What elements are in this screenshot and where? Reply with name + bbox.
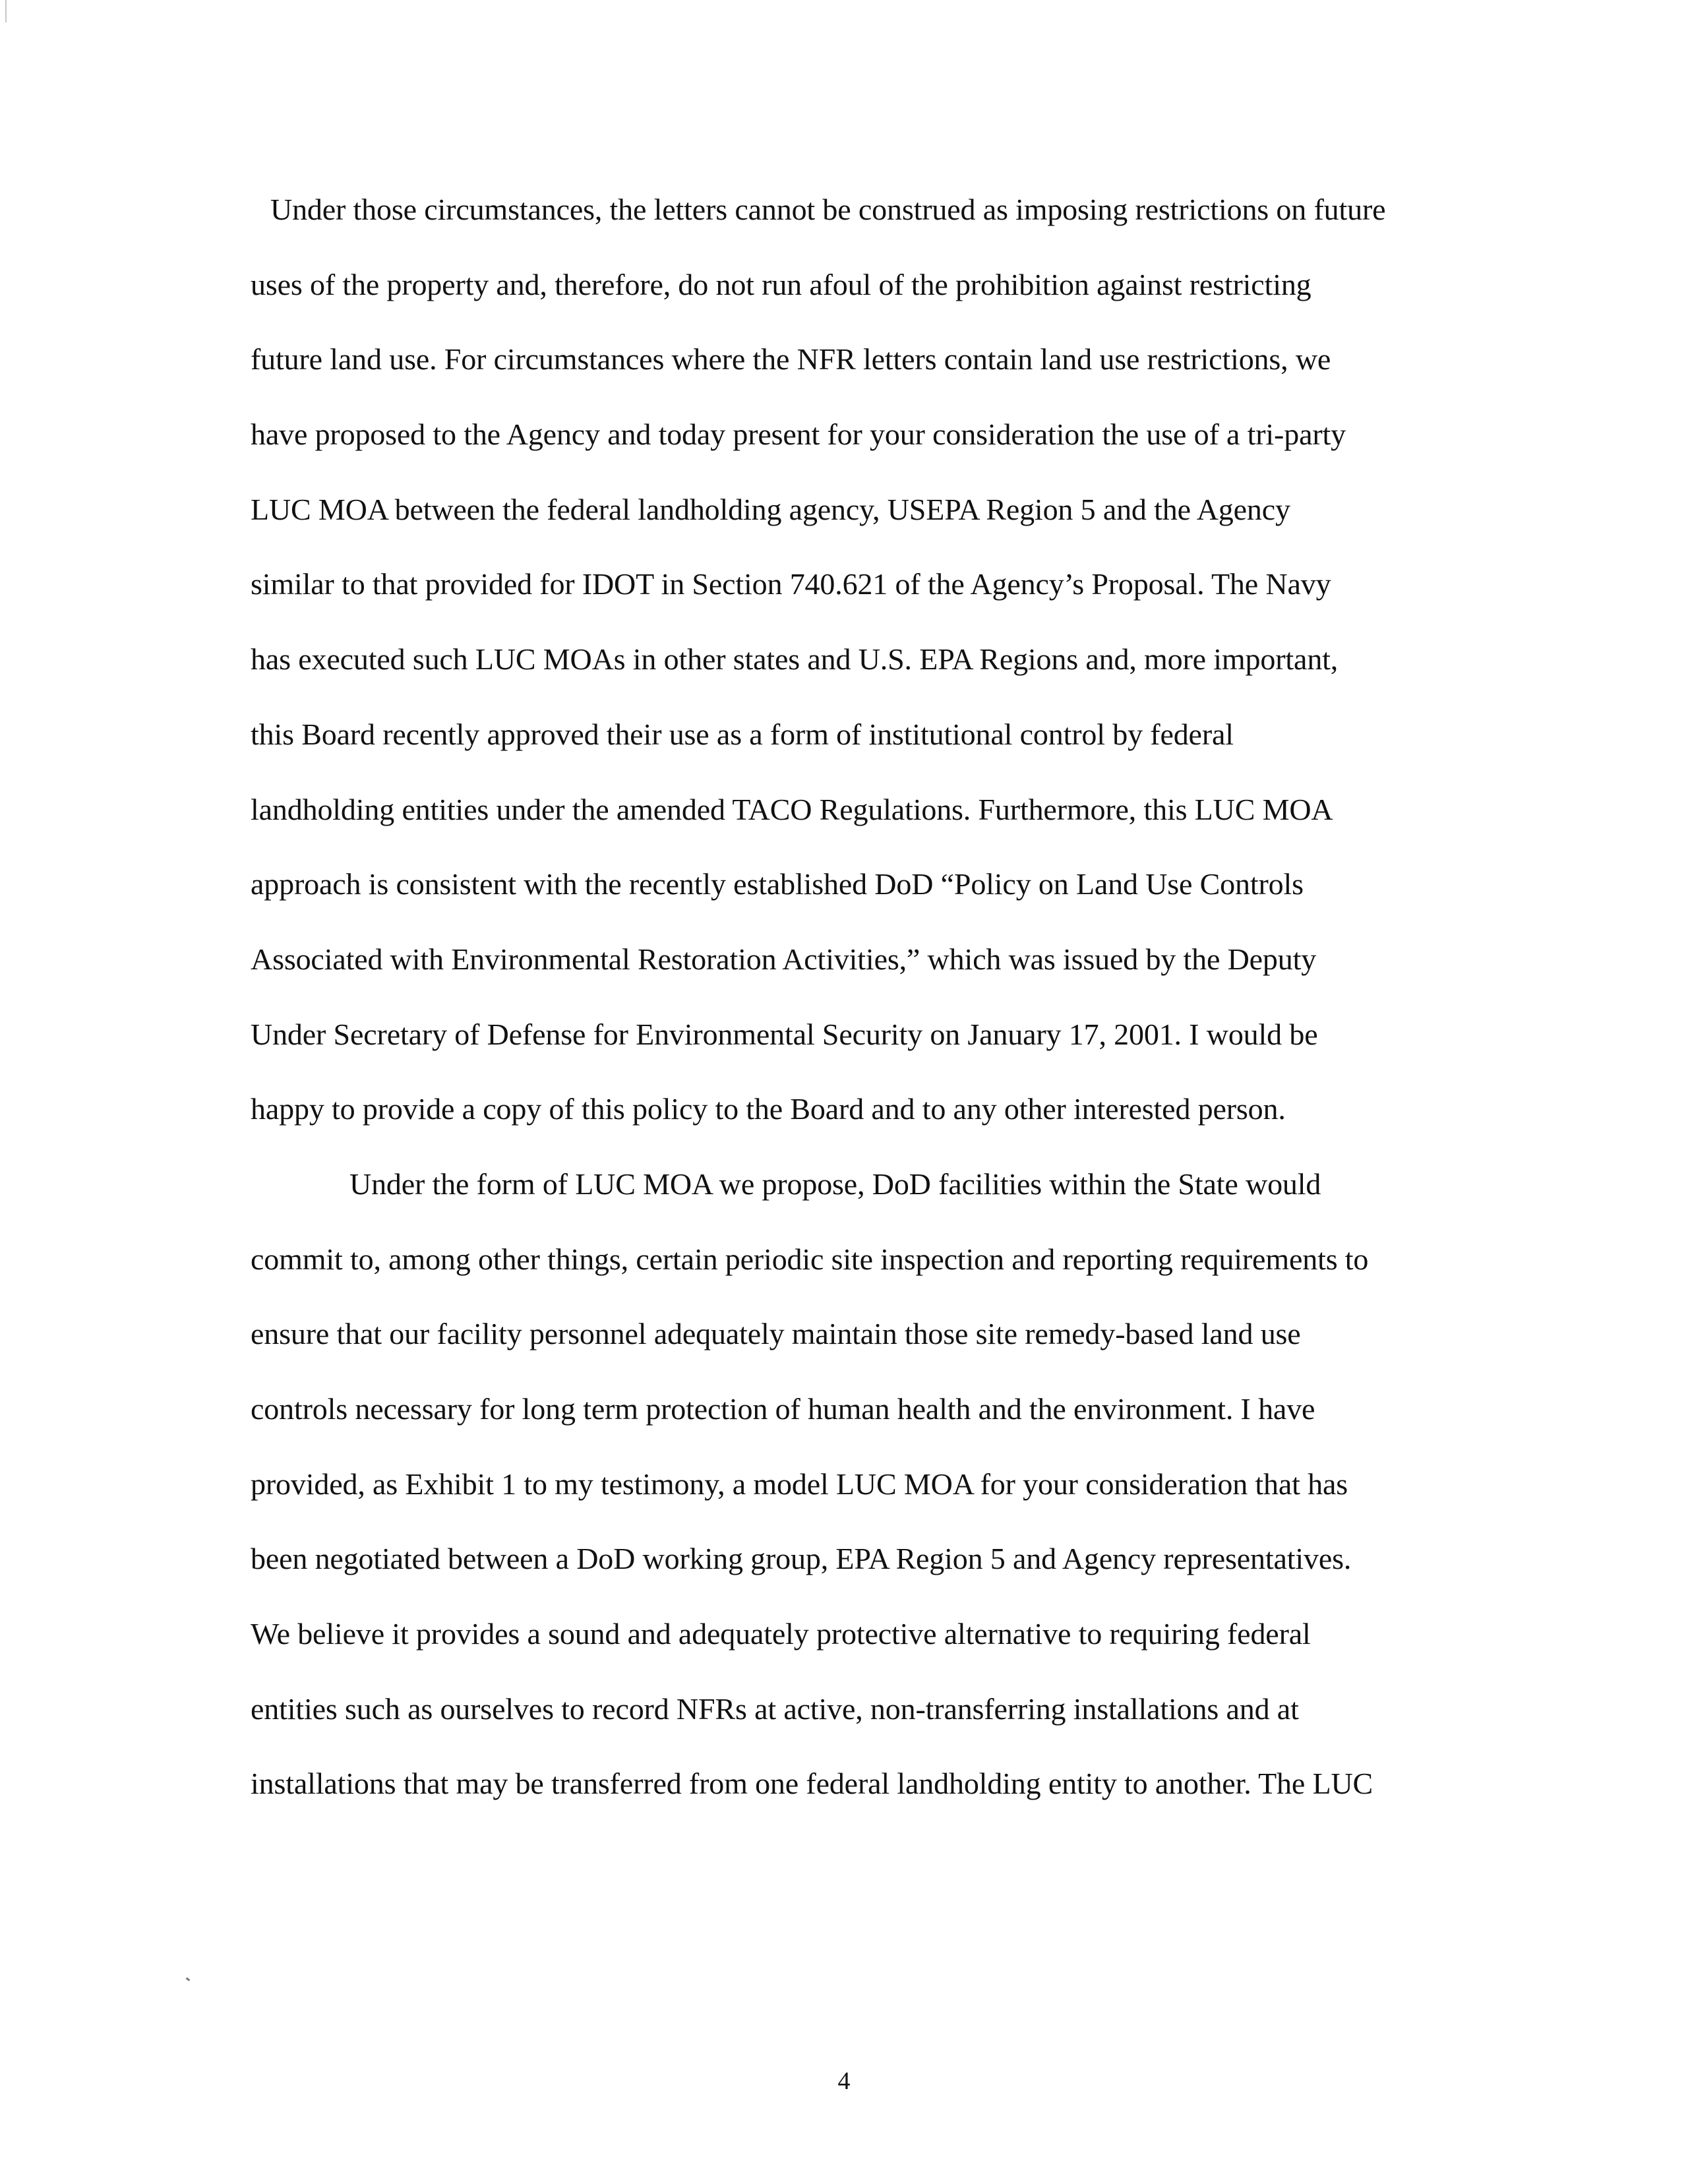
paragraph-1-line-2: uses of the property and, therefore, do not run afoul of the prohibition against restricting	[251, 267, 1311, 301]
paragraph-2-line-6: been negotiated between a DoD working group, EPA Region 5 and Agency representatives.	[251, 1542, 1352, 1576]
paragraph-1-line-11: Associated with Environmental Restoration Activities,” which was issued by the Deputy	[251, 942, 1317, 976]
paragraph-1-line-1: Under those circumstances, the letters cannot be construed as imposing restrictions on future	[270, 193, 1386, 226]
paragraph-1-line-8: this Board recently approved their use as a form of institutional control by federal	[251, 717, 1234, 751]
scan-artifact-mark	[5, 0, 7, 22]
paragraph-1-line-13: happy to provide a copy of this policy to the Board and to any other interested person.	[251, 1092, 1286, 1126]
paragraph-1-line-9: landholding entities under the amended TACO Regulations. Furthermore, this LUC MOA	[251, 792, 1333, 826]
paragraph-2-line-9: installations that may be transferred from one federal landholding entity to another. The LUC	[251, 1767, 1373, 1801]
paragraph-2-line-8: entities such as ourselves to record NFRs at active, non-transferring installations and at	[251, 1691, 1299, 1726]
document-body	[251, 194, 1490, 1843]
paragraph-2-line-4: controls necessary for long term protection of human health and the environment. I have	[251, 1392, 1315, 1426]
paragraph-1-line-7: has executed such LUC MOAs in other states and U.S. EPA Regions and, more important,	[251, 642, 1339, 677]
paragraph-1-line-5: LUC MOA between the federal landholding agency, USEPA Region 5 and the Agency	[251, 492, 1290, 526]
paragraph-2-line-5: provided, as Exhibit 1 to my testimony, a model LUC MOA for your consideration that has	[251, 1467, 1348, 1501]
paragraph-1-line-12: Under Secretary of Defense for Environmental Security on January 17, 2001. I would be	[251, 1017, 1318, 1051]
paragraph-1-line-4: have proposed to the Agency and today present for your consideration the use of a tri-party	[251, 417, 1346, 452]
paragraph-2-line-7: We believe it provides a sound and adequately protective alternative to requiring federal	[251, 1617, 1311, 1651]
paragraph-2-line-2: commit to, among other things, certain periodic site inspection and reporting requirements to	[251, 1242, 1369, 1276]
paragraph-1-line-10: approach is consistent with the recently established DoD “Policy on Land Use Controls	[251, 867, 1304, 901]
paragraph-2-line-1: Under the form of LUC MOA we propose, DoD facilities within the State would	[349, 1167, 1321, 1201]
paragraph-2-line-3: ensure that our facility personnel adequately maintain those site remedy-based land use	[251, 1317, 1301, 1351]
paragraph-1-line-3: future land use. For circumstances where the NFR letters contain land use restrictions, we	[251, 342, 1331, 377]
paragraph-1-line-6: similar to that provided for IDOT in Section 740.621 of the Agency’s Proposal. The Navy	[251, 567, 1331, 601]
scan-artifact-mark	[186, 1978, 191, 1982]
page-number: 4	[837, 2067, 851, 2095]
